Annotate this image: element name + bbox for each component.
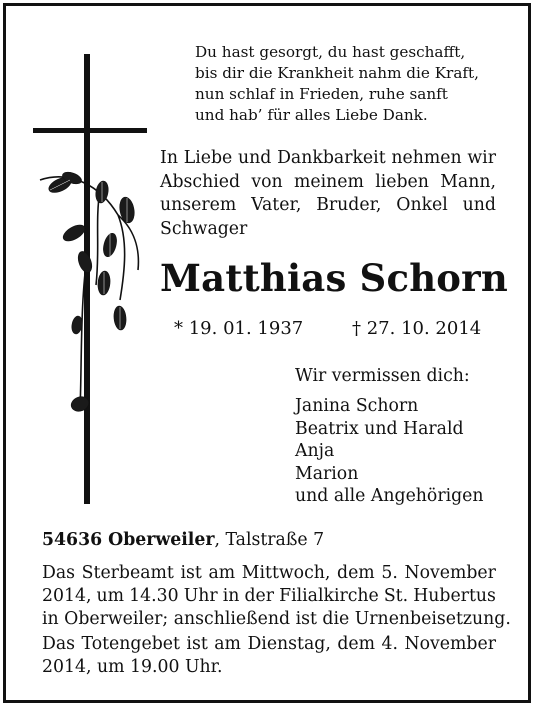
intro-line: In Liebe und Dankbarkeit nehmen wir <box>160 148 496 168</box>
paragraph-line: 2014, um 19.00 Uhr. <box>42 657 223 677</box>
address <box>42 530 324 550</box>
cross-horizontal-beam <box>33 128 147 133</box>
paragraph-line: Das Totengebet ist am Dienstag, dem 4. November <box>42 634 496 654</box>
family-member: Beatrix und Harald <box>295 418 464 439</box>
intro-line: Schwager <box>160 218 248 239</box>
family-list <box>295 395 484 508</box>
branch-leaves <box>47 170 137 414</box>
poem-line: und hab’ für alles Liebe Dank. <box>195 106 428 124</box>
family-member: und alle Angehörigen <box>295 486 484 506</box>
funeral-mass-paragraph <box>42 562 511 631</box>
prayer-paragraph <box>42 633 496 679</box>
address-street: , Talstraße 7 <box>214 530 325 550</box>
paragraph-line: 2014, um 14.30 Uhr in der Filialkirche St. Hubertus <box>42 586 496 606</box>
family-member: Marion <box>295 463 359 484</box>
poem-verse <box>195 42 479 126</box>
address-place: 54636 Oberweiler <box>42 530 215 550</box>
intro-line: unserem Vater, Bruder, Onkel und <box>160 195 496 215</box>
birth-date: * 19. 01. 1937 <box>174 318 304 339</box>
family-member: Anja <box>295 441 335 461</box>
family-member: Janina Schorn <box>295 396 419 416</box>
intro-text <box>160 147 496 241</box>
death-date: † 27. 10. 2014 <box>352 318 482 339</box>
intro-line: Abschied von meinem lieben Mann, <box>160 171 496 192</box>
paragraph-line: in Oberweiler; anschließend ist die Urnenbeisetzung. <box>42 609 511 629</box>
paragraph-line: Das Sterbeamt ist am Mittwoch, dem 5. November <box>42 563 496 583</box>
poem-line: nun schlaf in Frieden, ruhe sanft <box>195 85 448 103</box>
poem-line: Du hast gesorgt, du hast geschafft, <box>195 43 466 61</box>
deceased-name: Matthias Schorn <box>160 256 508 300</box>
miss-you-text: Wir vermissen dich: <box>295 366 470 386</box>
poem-line: bis dir die Krankheit nahm die Kraft, <box>195 64 479 82</box>
